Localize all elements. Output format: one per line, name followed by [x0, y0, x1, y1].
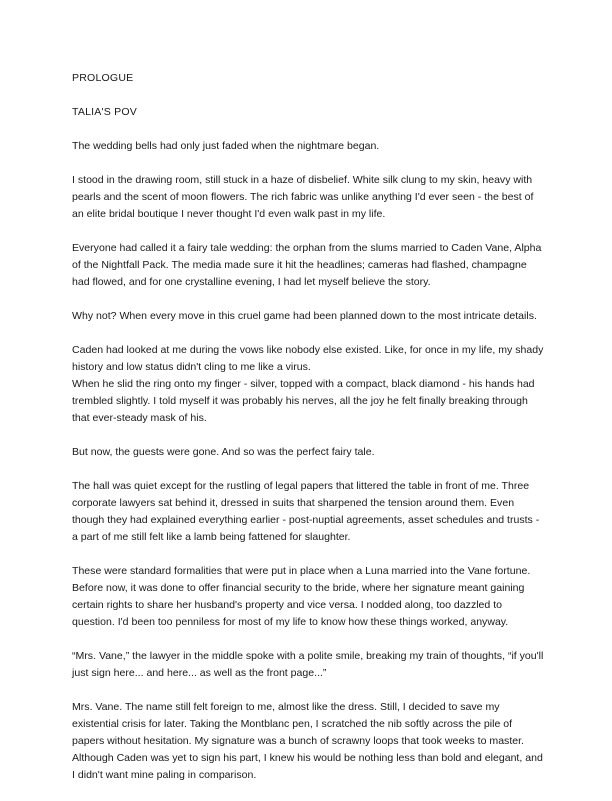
- paragraph: Why not? When every move in this cruel game had been planned down to the most intricate details.: [72, 310, 537, 322]
- paragraph: These were standard formalities that were put in place when a Luna married into the Vane fortune. Before now, it was done to offer financial security to the bride, where her signature meant gaining certain rights to share her husband's property and vice versa. I nodded along, too dazzled to question. I'd been too penniless for most of my life to know how these things worked, anyway.: [72, 565, 531, 628]
- chapter-heading: PROLOGUE: [72, 72, 134, 84]
- paragraph: When he slid the ring onto my finger - silver, topped with a compact, black diamond - his hands had trembled slightly. I told myself it was probably his nerves, all the joy he felt finally breaking through that ever-steady mask of his.: [72, 378, 535, 424]
- document-body: [72, 70, 546, 801]
- paragraph: I stood in the drawing room, still stuck in a haze of disbelief. White silk clung to my skin, heavy with pearls and the scent of moon flowers. The rich fabric was unlike anything I'd ever seen - the best of an elite bridal boutique I never thought I'd even walk past in my life.: [72, 174, 534, 220]
- paragraph: The hall was quiet except for the rustling of legal papers that littered the table in front of me. Three corporate lawyers sat behind it, dressed in suits that sharpened the tension around them. Even though they had explained everything earlier - post-nuptial agreements, asset schedules and trusts - a part of me still felt like a lamb being fattened for slaughter.: [72, 480, 540, 543]
- paragraph: The wedding bells had only just faded when the nightmare began.: [72, 140, 380, 152]
- paragraph: But now, the guests were gone. And so was the perfect fairy tale.: [72, 446, 375, 458]
- pov-subheading: TALIA'S POV: [72, 106, 137, 118]
- paragraph: Everyone had called it a fairy tale wedding: the orphan from the slums married to Caden Vane, Alpha of the Nightfall Pack. The media made sure it hit the headlines; cameras had flashed, champagne had flowed, and for one crystalline evening, I had let myself believe the story.: [72, 242, 542, 288]
- paragraph: Mrs. Vane. The name still felt foreign to me, almost like the dress. Still, I decided to save my existential crisis for later. Taking the Montblanc pen, I scratched the nib softly across the pile of papers without hesitation. My signature was a bunch of scrawny loops that took weeks to master. Although Caden was yet to sign his part, I knew his would be nothing less than bold and elegant, and I didn't want mine paling in comparison.: [72, 701, 543, 781]
- paragraph: “Mrs. Vane,” the lawyer in the middle spoke with a polite smile, breaking my train of thoughts, “if you'll just sign here... and here... as well as the front page...”: [72, 650, 544, 679]
- paragraph: Caden had looked at me during the vows like nobody else existed. Like, for once in my life, my shady history and low status didn't cling to me like a virus.: [72, 344, 544, 373]
